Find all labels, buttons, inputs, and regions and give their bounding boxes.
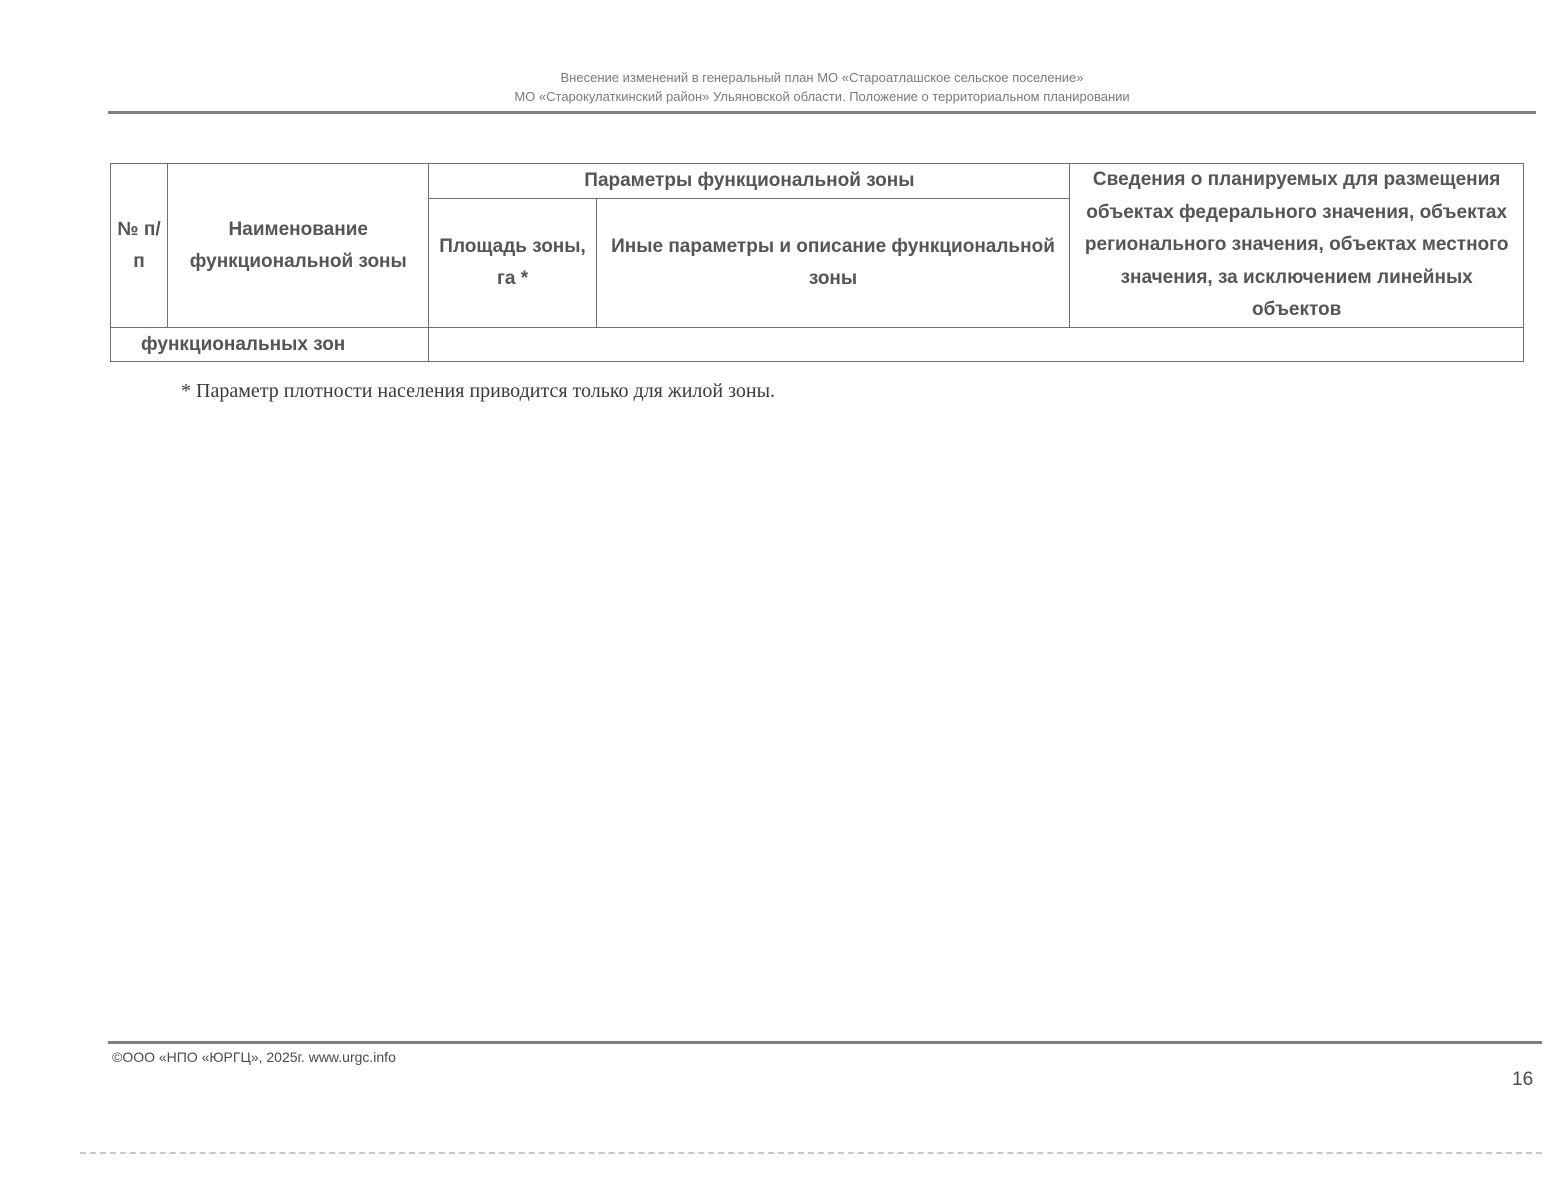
table-row: [111, 328, 1524, 362]
footnote: * Параметр плотности населения приводится только для жилой зоны.: [181, 380, 776, 402]
row-label: функциональных зон: [111, 328, 429, 362]
column-header-number: № п/п: [111, 164, 168, 328]
footer-copyright: ©ООО «НПО «ЮРГЦ», 2025г. www.urgc.info: [112, 1049, 396, 1065]
scan-edge-artifact: [80, 1152, 1542, 1154]
header-line-1: Внесение изменений в генеральный план МО «Староатлашское сельское поселение»: [560, 70, 1084, 85]
column-header-other-parameters: Иные параметры и описание функциональной зоны: [596, 199, 1070, 328]
footer-rule: [108, 1041, 1542, 1044]
column-header-planned-objects: Сведения о планируемых для размещения объектах федерального значения, объектах регионального значения, объектах местного значения, за исключением линейных объектов: [1070, 164, 1524, 328]
page-header: [108, 68, 1536, 106]
column-header-zone-name: Наименование функциональной зоны: [168, 164, 429, 328]
row-value: [429, 328, 1524, 362]
functional-zones-table: [110, 163, 1524, 362]
column-header-zone-area: Площадь зоны, га *: [429, 199, 596, 328]
column-header-zone-parameters: Параметры функциональной зоны: [429, 164, 1070, 199]
page-number: 16: [1512, 1069, 1534, 1090]
header-rule: [108, 111, 1536, 114]
header-line-2: МО «Старокулаткинский район» Ульяновской области. Положение о территориальном планировании: [514, 89, 1130, 104]
